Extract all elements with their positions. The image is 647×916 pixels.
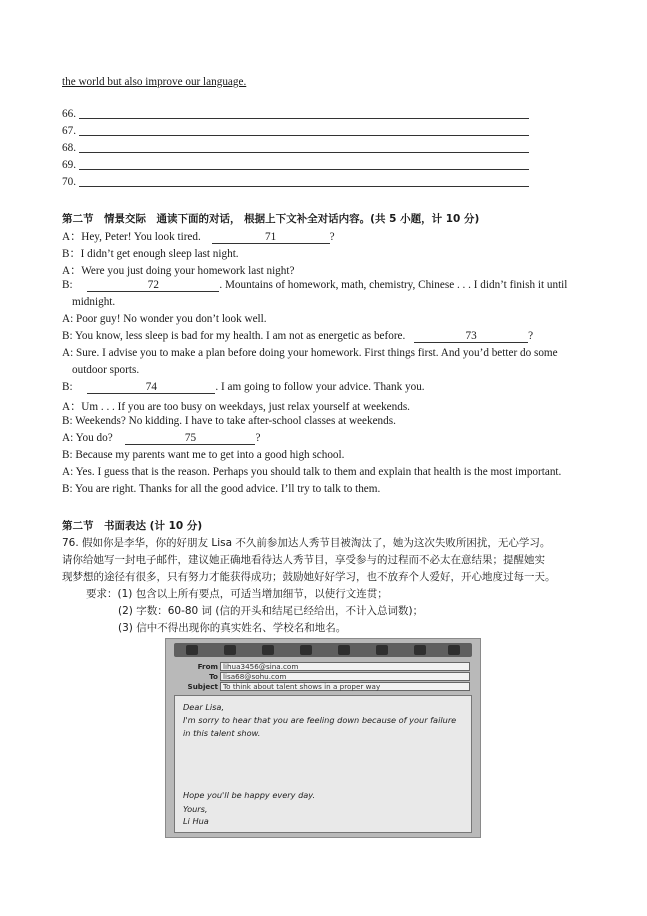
dialog-line-3: A：Were you just doing your homework last night? [62,265,295,277]
email-figure [165,638,481,838]
email-greeting: Dear Lisa, [183,702,225,712]
dialog-line-6: B: You know, less sleep is bad for my health. I am not as energetic as before. 73 ? [62,330,534,342]
dialog-line-9: A：Um . . . If you are too busy on weekdays, just relax yourself at weekends. [62,401,410,413]
print-icon[interactable] [338,645,350,655]
section2-heading: 第二节 情景交际 通读下面的对话， 根据上下文补全对话内容。(共 5 小题，计 10 分) [62,213,480,225]
dialog-line-5: A: Poor guy! No wonder you don’t look well. [62,313,267,325]
blank-73[interactable]: 73 [414,330,528,343]
to-row: To lisa68@sohu.com [174,672,472,682]
email-closing: Hope you'll be happy every day. [183,790,316,800]
envelope-icon[interactable] [186,645,198,655]
from-field[interactable]: lihua3456@sina.com [220,662,470,671]
subject-row: Subject To think about talent shows in a proper way [174,682,472,692]
email-line-2: in this talent show. [183,728,261,738]
dialog-line-4: B: 72 . Mountains of homework, math, chemistry, Chinese . . . I didn’t finish it until [62,279,568,291]
email-signoff: Yours, [183,804,208,814]
email-line-1: I'm sorry to hear that you are feeling down because of your failure [183,715,457,725]
reply-icon[interactable] [224,645,236,655]
subject-field[interactable]: To think about talent shows in a proper way [220,682,470,691]
task-paragraph-3: 现梦想的途径有很多，只有努力才能获得成功；鼓励她好好学习，也不放弃个人爱好，开心地度过每一天。 [62,571,556,583]
dialog-line-2: B：I didn’t get enough sleep last night. [62,248,239,260]
dialog-line-7-cont: outdoor sports. [72,364,140,376]
dialog-line-7: A: Sure. I advise you to make a plan before doing your homework. First things first. And you’d better do some [62,347,558,359]
dialog-line-12: B: Because my parents want me to get into a good high school. [62,449,345,461]
send-icon[interactable] [414,645,426,655]
email-toolbar [174,643,472,657]
top-text: the world but also improve our language. [62,76,247,88]
email-body[interactable] [174,695,472,833]
blank-74[interactable]: 74 [87,381,215,394]
blank-71[interactable]: 71 [212,231,330,244]
section3-heading: 第二节 书面表达 (计 10 分) [62,520,203,532]
delete-icon[interactable] [448,645,460,655]
task-paragraph-2: 请你给她写一封电子邮件，建议她正确地看待达人秀节目，享受参与的过程而不必太在意结果；提醒她实 [62,554,545,566]
blank-75[interactable]: 75 [125,432,255,445]
dialog-line-11: A: You do? 75 ? [62,432,261,444]
forward-icon[interactable] [262,645,274,655]
dialog-line-13: A: Yes. I guess that is the reason. Perhaps you should talk to them and explain that health is the most important. [62,466,562,478]
dialog-line-14: B: You are right. Thanks for all the good advice. I’ll try to talk to them. [62,483,381,495]
dialog-line-4-cont: midnight. [72,296,116,308]
to-field[interactable]: lisa68@sohu.com [220,672,470,681]
email-name: Li Hua [183,816,209,826]
from-row: From lihua3456@sina.com [174,662,472,672]
requirement-2: (2) 字数：60-80 词 (信的开头和结尾已经给出，不计入总词数)； [118,605,424,617]
address-book-icon[interactable] [376,645,388,655]
requirement-1: 要求：(1) 包含以上所有要点，可适当增加细节，以使行文连贯； [86,588,388,600]
dialog-line-8: B: 74 . I am going to follow your advice. Thank you. [62,381,425,393]
dialog-line-1: A：Hey, Peter! You look tired. 71 ? [62,231,335,243]
task-paragraph-1: 76. 假如你是李华，你的好朋友 Lisa 不久前参加达人秀节目被淘汰了，她为这次失败所困扰，无心学习。 [62,537,551,549]
dialog-line-10: B: Weekends? No kidding. I have to take after-school classes at weekends. [62,415,396,427]
attach-icon[interactable] [300,645,312,655]
requirement-3: (3) 信中不得出现你的真实姓名、学校名和地名。 [118,622,347,634]
blank-72[interactable]: 72 [87,279,219,292]
